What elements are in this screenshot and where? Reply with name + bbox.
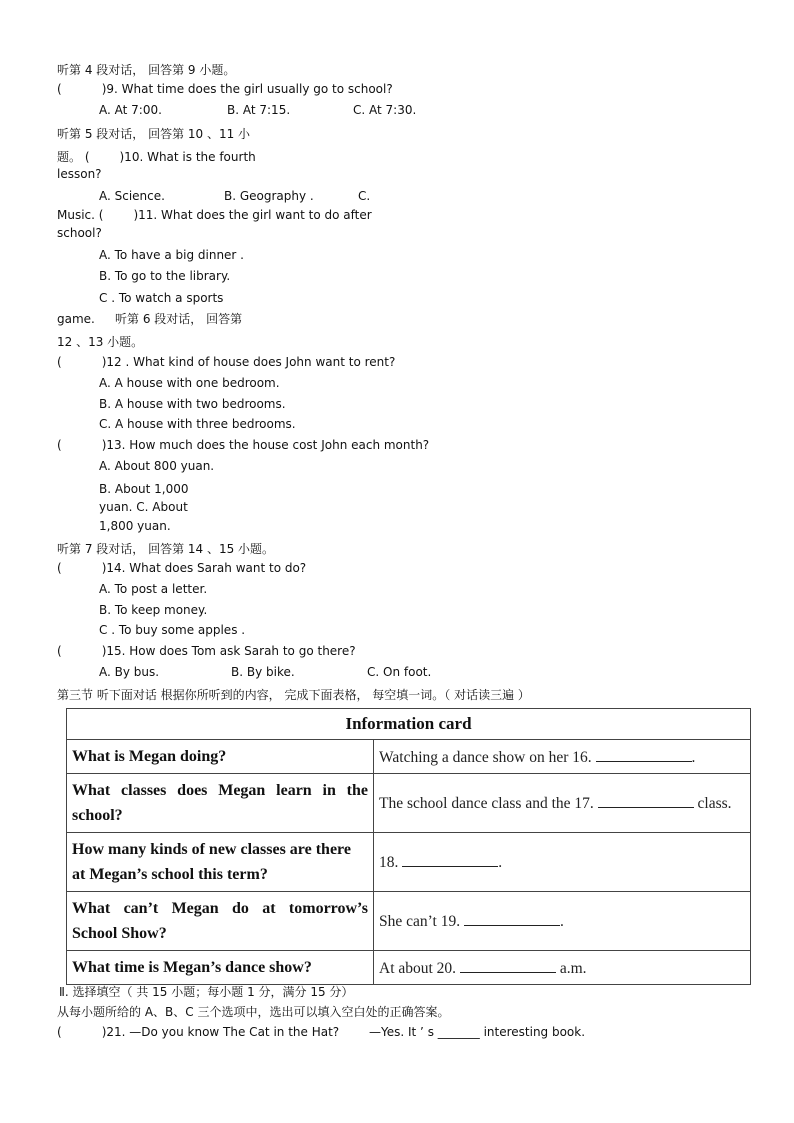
question-11-cont: school? [57, 226, 102, 240]
part-2-instructions: 从每小题所给的 A、B、C 三个选项中，选出可以填入空白处的正确答案。 [57, 1005, 450, 1019]
question-21-reply: —Yes. It ’ s _______ interesting book. [369, 1025, 586, 1039]
q10-option-c: C. [358, 189, 371, 203]
q13-option-c-cont: 1,800 yuan. [99, 519, 171, 533]
q10-option-a: A. Science. [99, 189, 165, 203]
section-3-heading: 第三节 听下面对话 根据你所听到的内容， 完成下面表格， 每空填一词。（ 对话读三遍 ） [57, 688, 530, 702]
q11-option-b: B. To go to the library. [99, 269, 231, 283]
card-question-19: What can’t Megan do at tomorrow’s School Show? [67, 892, 374, 951]
section-heading-dialogue-6: 听第 6 段对话， 回答第 [115, 312, 243, 326]
question-21: ( )21. —Do you know The Cat in the Hat? [57, 1025, 340, 1039]
q15-option-a: A. By bus. [99, 665, 160, 679]
section-heading-dialogue-6-cont: 12 、13 小题。 [57, 335, 144, 349]
q9-option-a: A. At 7:00. [99, 103, 162, 117]
section-heading-dialogue-7: 听第 7 段对话， 回答第 14 、15 小题。 [57, 542, 275, 556]
answer-blank-19[interactable] [464, 911, 560, 926]
q12-option-b: B. A house with two bedrooms. [99, 397, 286, 411]
q11-option-c: C . To watch a sports [99, 291, 224, 305]
q14-option-c: C . To buy some apples . [99, 623, 246, 637]
answer-blank-17[interactable] [598, 793, 694, 808]
card-question-18: How many kinds of new classes are there at Megan’s school this term? [67, 833, 374, 892]
q13-option-c: yuan. C. About [99, 500, 188, 514]
q11-option-a: A. To have a big dinner . [99, 248, 244, 262]
q15-option-c: C. On foot. [367, 665, 432, 679]
card-question-20: What time is Megan’s dance show? [67, 951, 374, 985]
information-card-title: Information card [67, 709, 751, 740]
question-15: ( )15. How does Tom ask Sarah to go there? [57, 644, 356, 658]
q11-option-c-cont: game. [57, 312, 95, 326]
question-10: 题。 ( )10. What is the fourth [57, 150, 256, 164]
part-2-heading: Ⅱ. 选择填空（ 共 15 小题；每小题 1 分，满分 15 分） [59, 985, 354, 999]
card-answer-18: 18. . [374, 833, 751, 892]
answer-blank-18[interactable] [402, 852, 498, 867]
question-14: ( )14. What does Sarah want to do? [57, 561, 307, 575]
question-12: ( )12 . What kind of house does John want to rent? [57, 355, 396, 369]
card-answer-16: Watching a dance show on her 16. . [374, 740, 751, 774]
card-answer-17: The school dance class and the 17. class. [374, 774, 751, 833]
question-10-cont: lesson? [57, 167, 102, 181]
q9-option-c: C. At 7:30. [353, 103, 417, 117]
q14-option-b: B. To keep money. [99, 603, 208, 617]
section-heading-dialogue-5: 听第 5 段对话， 回答第 10 、11 小 [57, 127, 251, 141]
information-card-table [66, 708, 751, 985]
q9-option-b: B. At 7:15. [227, 103, 291, 117]
question-11: Music. ( )11. What does the girl want to do after [57, 208, 372, 222]
card-answer-19: She can’t 19. . [374, 892, 751, 951]
question-13: ( )13. How much does the house cost John each month? [57, 438, 430, 452]
question-9: ( )9. What time does the girl usually go to school? [57, 82, 393, 96]
card-question-17: What classes does Megan learn in the school? [67, 774, 374, 833]
card-question-16: What is Megan doing? [67, 740, 374, 774]
q12-option-a: A. A house with one bedroom. [99, 376, 280, 390]
q15-option-b: B. By bike. [231, 665, 295, 679]
q13-option-b: B. About 1,000 [99, 482, 189, 496]
q14-option-a: A. To post a letter. [99, 582, 208, 596]
q12-option-c: C. A house with three bedrooms. [99, 417, 296, 431]
section-heading-dialogue-4: 听第 4 段对话， 回答第 9 小题。 [57, 63, 236, 77]
q13-option-a: A. About 800 yuan. [99, 459, 215, 473]
q10-option-b: B. Geography . [224, 189, 314, 203]
card-answer-20: At about 20. a.m. [374, 951, 751, 985]
answer-blank-16[interactable] [596, 747, 692, 762]
answer-blank-20[interactable] [460, 958, 556, 973]
